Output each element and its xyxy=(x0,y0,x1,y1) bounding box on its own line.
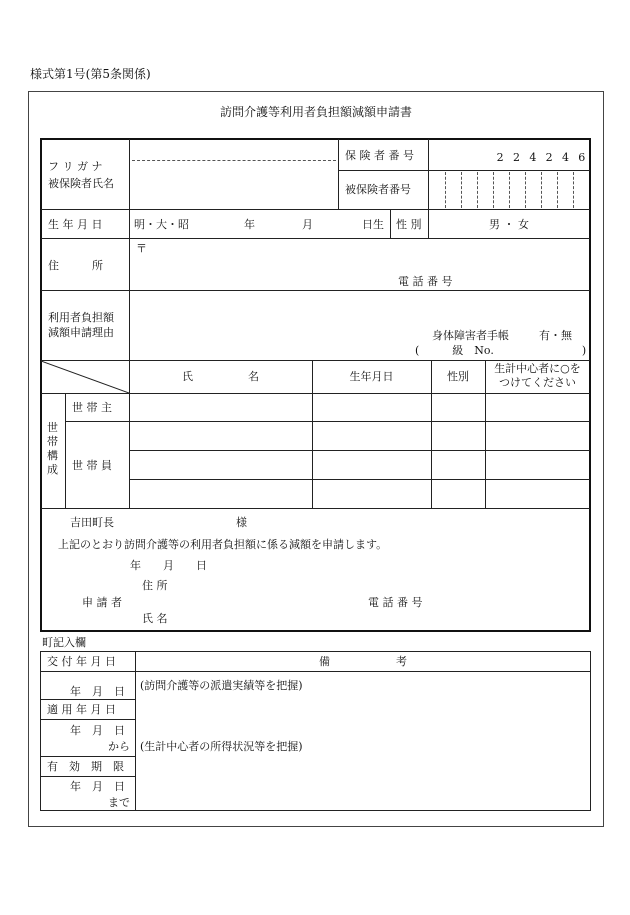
form-title: 訪問介護等利用者負担額減額申請書 xyxy=(219,105,412,119)
row-divider xyxy=(41,238,590,239)
col-divider xyxy=(65,393,66,508)
insured-name-label: 被保険者氏名 xyxy=(48,177,114,190)
row-divider xyxy=(129,479,590,480)
day-born-unit: 日生 xyxy=(362,218,384,231)
gender-options: 男 ・ 女 xyxy=(489,218,529,231)
digit: 2 xyxy=(512,151,520,164)
household-side-char: 成 xyxy=(47,463,58,476)
issue-date-label: 交 付 年 月 日 xyxy=(47,655,116,668)
has-or-not-options: 有・無 xyxy=(539,329,572,342)
row-divider xyxy=(338,170,590,171)
insurer-number-digits xyxy=(492,150,590,166)
insured-number-label: 被保険者番号 xyxy=(345,183,411,196)
row-divider xyxy=(41,699,135,700)
remarks-label: 備 考 xyxy=(319,655,407,668)
row-divider xyxy=(65,421,590,422)
digit: 2 xyxy=(545,151,553,164)
col-divider xyxy=(428,139,429,209)
label-column-divider xyxy=(129,139,130,508)
year-unit: 年 xyxy=(244,218,255,231)
honorific: 様 xyxy=(236,516,247,529)
household-head-label: 世 帯 主 xyxy=(72,401,112,414)
form-number-label: 様式第1号(第5条関係) xyxy=(30,67,151,81)
valid-period-label: 有 効 期 限 xyxy=(47,760,124,773)
digit-cell-divider xyxy=(525,172,526,208)
household-col-birth: 生年月日 xyxy=(349,370,394,383)
household-side-char: 帯 xyxy=(47,435,58,448)
disability-book-label: 身体障害者手帳 xyxy=(432,329,509,342)
birth-date-label: 生 年 月 日 xyxy=(48,218,103,231)
household-side-char: 構 xyxy=(47,449,58,462)
row-divider xyxy=(41,393,590,394)
digit-cell-divider xyxy=(557,172,558,208)
era-options: 明・大・昭 xyxy=(134,218,189,231)
digit: 4 xyxy=(529,151,537,164)
gender-label: 性 別 xyxy=(396,218,422,231)
furigana-dotted-line xyxy=(132,160,336,161)
remark-dispatch-record: (訪問介護等の派遣実績等を把握) xyxy=(140,679,303,692)
address-label: 住 所 xyxy=(48,259,103,272)
household-col-head-line-1: 生計中心者に○を xyxy=(494,362,581,375)
valid-period-ymd: 年 月 日 xyxy=(70,780,125,793)
postal-mark: 〒 xyxy=(136,242,147,255)
digit: 4 xyxy=(561,151,569,164)
issue-date-ymd: 年 月 日 xyxy=(70,685,125,698)
applicant-name-label: 氏 名 xyxy=(142,612,168,625)
col-divider xyxy=(390,209,391,238)
household-col-head-line-2: つけてください xyxy=(499,376,576,389)
row-divider xyxy=(41,719,135,720)
apply-date-ymd: 年 月 日 xyxy=(70,724,125,737)
row-divider xyxy=(41,209,590,210)
digit-cell-divider xyxy=(509,172,510,208)
digit-cell-divider xyxy=(461,172,462,208)
row-divider xyxy=(41,290,590,291)
digit-cell-divider xyxy=(541,172,542,208)
from-label: から xyxy=(108,740,130,753)
month-unit: 月 xyxy=(302,218,313,231)
until-label: まで xyxy=(108,796,130,809)
household-member-label: 世 帯 員 xyxy=(72,459,112,472)
remark-income-status: (生計中心者の所得状況等を把握) xyxy=(140,740,303,753)
col-divider xyxy=(338,139,339,209)
row-divider xyxy=(41,776,135,777)
phone-label: 電 話 番 号 xyxy=(398,275,453,288)
row-divider xyxy=(41,508,590,509)
digit-cell-divider xyxy=(477,172,478,208)
digit-cell-divider xyxy=(445,172,446,208)
disability-grade-line: ( 級 No. ) xyxy=(415,344,587,357)
reason-label-line-1: 利用者負担額 xyxy=(48,311,114,324)
applicant-label: 申 請 者 xyxy=(82,596,122,609)
statement: 上記のとおり訪問介護等の利用者負担額に係る減額を申請します。 xyxy=(58,538,388,551)
furigana-label: フ リ ガ ナ xyxy=(48,160,103,173)
insurer-number-label: 保 険 者 番 号 xyxy=(345,149,414,162)
addressee: 吉田町長 xyxy=(70,516,114,529)
applicant-address-label: 住 所 xyxy=(142,579,168,592)
apply-date-label: 適 用 年 月 日 xyxy=(47,703,116,716)
row-divider xyxy=(41,756,135,757)
row-divider xyxy=(41,671,590,672)
diagonal-corner-line xyxy=(41,361,129,393)
digit: 6 xyxy=(578,151,586,164)
digit-cell-divider xyxy=(493,172,494,208)
reason-label-line-2: 減額申請理由 xyxy=(48,326,114,339)
row-divider xyxy=(129,450,590,451)
col-divider xyxy=(135,652,136,810)
town-section-title: 町記入欄 xyxy=(42,636,86,649)
digit: 2 xyxy=(496,151,504,164)
applicant-phone-label: 電 話 番 号 xyxy=(368,596,423,609)
household-side-char: 世 xyxy=(47,421,58,434)
digit-cell-divider xyxy=(573,172,574,208)
date-line: 年 月 日 xyxy=(130,559,207,572)
household-col-name: 氏 名 xyxy=(182,370,259,383)
household-col-gender: 性別 xyxy=(447,370,469,383)
